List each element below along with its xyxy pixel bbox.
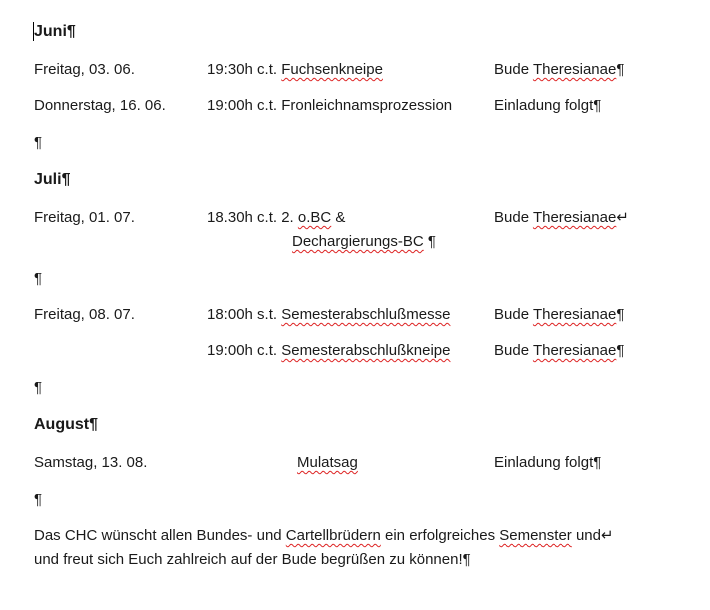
row6-event-name: Mulatsag [297, 454, 358, 471]
row3-day: Freitag, 01. 07. [34, 209, 135, 226]
row1-location-name: Theresianae [532, 61, 617, 78]
closing-semenster: Semenster [499, 527, 572, 544]
row1-day: Freitag, 03. 06. [34, 61, 135, 78]
row6-location: Einladung folgt¶ [494, 454, 602, 471]
row4-location-prefix: Bude [494, 306, 533, 323]
row3-location-name: Theresianae [532, 209, 617, 226]
row3-event2-suffix: ¶ [423, 233, 436, 250]
closing-line-2: und freut sich Euch zahlreich auf der Bude begrüßen zu können!¶ [34, 551, 471, 568]
closing-cartellbruedern: Cartellbrüdern [285, 527, 381, 544]
row3-line-break-mark: ↵ [616, 209, 629, 226]
row2-day: Donnerstag, 16. 06. [34, 97, 166, 114]
row5-event [207, 341, 450, 361]
row4-pilcrow: ¶ [616, 306, 625, 323]
row3-time: 18.30h c.t. 2. [207, 209, 298, 226]
heading-juni: Juni¶ [34, 23, 76, 40]
empty-paragraph-1: ¶ [34, 134, 43, 151]
row5-time: 19:00h c.t. [207, 342, 282, 359]
row3-event-line2 [292, 232, 436, 252]
heading-august: August¶ [34, 416, 98, 433]
row3-event [207, 208, 345, 228]
row5-location-prefix: Bude [494, 342, 533, 359]
row6-event [297, 453, 358, 473]
row4-event-name: Semesterabschlußmesse [281, 306, 451, 323]
row4-day: Freitag, 08. 07. [34, 306, 135, 323]
row3-location-prefix: Bude [494, 209, 533, 226]
heading-juli: Juli¶ [34, 171, 71, 188]
empty-paragraph-4: ¶ [34, 491, 43, 508]
row4-time: 18:00h s.t. [207, 306, 282, 323]
closing-line-1 [34, 526, 614, 546]
row1-pilcrow: ¶ [616, 61, 625, 78]
closing-text-c: ein erfolgreiches [380, 527, 500, 544]
row1-location-prefix: Bude [494, 61, 533, 78]
closing-text-a: Das CHC wünscht allen Bundes- und [34, 527, 286, 544]
row5-location-name: Theresianae [532, 342, 617, 359]
row4-location [494, 305, 624, 325]
row3-event-name: o.BC [297, 209, 332, 226]
row2-event-name: Fronleichnamsprozession [281, 97, 453, 114]
row6-day: Samstag, 13. 08. [34, 454, 148, 471]
empty-paragraph-3: ¶ [34, 379, 43, 396]
row1-event-name: Fuchsenkneipe [281, 61, 383, 78]
row3-event-suffix: & [331, 209, 346, 226]
row2-location: Einladung folgt¶ [494, 97, 602, 114]
row4-location-name: Theresianae [532, 306, 617, 323]
row1-event [207, 60, 383, 80]
row3-event2-name: Dechargierungs-BC [292, 233, 424, 250]
row4-event [207, 305, 450, 325]
row2-event [207, 96, 452, 116]
row1-location [494, 60, 624, 80]
row5-event-name: Semesterabschlußkneipe [281, 342, 451, 359]
empty-paragraph-2: ¶ [34, 270, 43, 287]
row5-pilcrow: ¶ [616, 342, 625, 359]
row3-location [494, 208, 629, 228]
row5-location [494, 341, 624, 361]
row1-time: 19:30h c.t. [207, 61, 282, 78]
row2-time: 19:00h c.t. [207, 97, 282, 114]
closing-text-e: und↵ [571, 527, 614, 544]
